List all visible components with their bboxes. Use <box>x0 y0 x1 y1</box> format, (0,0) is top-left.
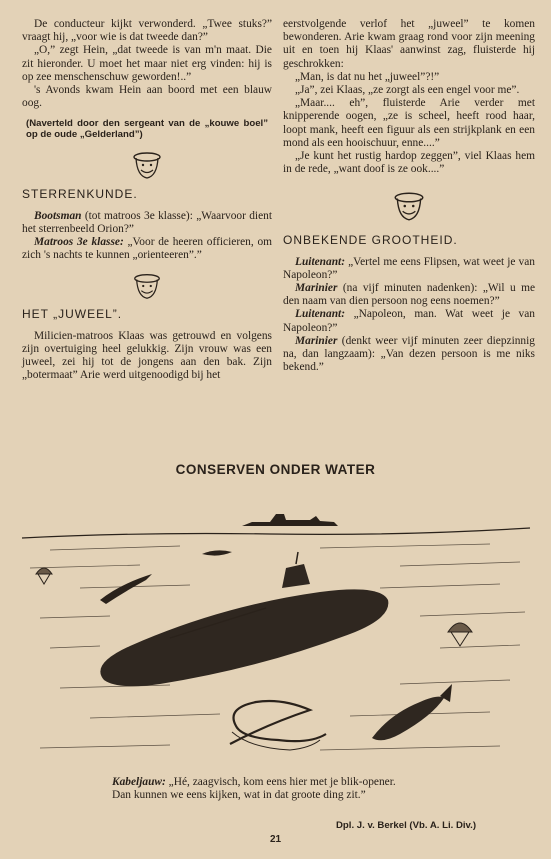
story-paragraph: „Maar.... eh”, fluisterde Arie verder met knipperende oogen, „ze is scheel, heeft rood haar, loopt mank, heeft een figuur als een strijkplank en een mond als een hooischuur, enne....” <box>283 97 535 149</box>
parachute-icon <box>36 568 52 584</box>
sailor-head-icon <box>391 188 427 224</box>
caption-speaker: Kabeljauw: <box>112 776 166 788</box>
section-title-sterrenkunde: STERRENKUNDE. <box>22 187 138 202</box>
story-paragraph: „Ja”, zei Klaas, „ze zorgt als een engel voor me”. <box>295 84 520 97</box>
source-note: (Naverteld door den sergeant van de „kouwe boel” op de oude „Gelderland”) <box>26 118 268 141</box>
section-title-onbekende-grootheid: ONBEKENDE GROOTHEID. <box>283 233 458 248</box>
artist-credit: Dpl. J. v. Berkel (Vb. A. Li. Div.) <box>336 820 477 831</box>
story-paragraph: Milicien-matroos Klaas was getrouwd en volgens zijn overtuiging heel gelukkig. Zijn vrouw was een juweel, zei hij tot de jongens aan den bak. Zijn „botermaat” Arie werd uitgenoodigd bij het <box>22 329 272 382</box>
dialogue-line: Luitenant: „Napoleon, man. Wat weet je van Napoleon?” <box>283 308 535 334</box>
submarine-cartoon-illustration <box>20 488 532 784</box>
submarine-drawing <box>100 552 388 686</box>
story-paragraph: eerstvolgende verlof het „juweel” te komen bewonderen. Arie kwam graag rond voor zijn meening uit en toen hij Klaas' aanwinst zag, fluisterde hij geschrokken: <box>283 18 535 70</box>
dialogue-line: Matroos 3e klasse: „Voor de heeren officieren, om zich 's nachts te kunnen „orienteeren”.” <box>22 236 273 262</box>
dialogue-line: Marinier (na vijf minuten nadenken): „Wil u me den naam van dien persoon nog eens noemen?” <box>283 282 535 308</box>
cartoon-caption <box>112 776 412 802</box>
caption-text: „Hé, zaagvisch, kom eens hier met je blik-opener. Dan kunnen we eens kijken, wat in dat groote ding zit.” <box>112 776 396 802</box>
intro-paragraph: „O,” zegt Hein, „dat tweede is van m'n maat. Die zit hieronder. U moet het maar niet erg vinden: hij is op zee menschenschuw geworden!..” <box>22 44 272 83</box>
intro-paragraph: De conducteur kijkt verwonderd. „Twee stuks?” vraagt hij, „voor wie is dat tweede dan?” <box>22 18 272 44</box>
dialogue-line: Marinier (denkt weer vijf minuten zeer diepzinnig na, dan langzaam): „Van dezen persoon is me niks bekend.” <box>283 334 535 374</box>
dialogue-line: Luitenant: „Vertel me eens Flipsen, wat weet je van Napoleon?” <box>283 255 535 281</box>
sailor-head-icon <box>130 148 164 182</box>
right-column <box>283 18 535 374</box>
story-paragraph: „Man, is dat nu het „juweel”?!” <box>295 70 440 83</box>
section-title-juweel: HET „JUWEEL”. <box>22 307 123 322</box>
story-paragraph: „Je kunt het rustig hardop zeggen”, viel Klaas hem in de rede, „want doof is ze ook....” <box>283 150 535 176</box>
page-number: 21 <box>269 834 282 845</box>
left-column <box>22 18 272 382</box>
sailor-head-icon <box>131 270 163 302</box>
dialogue-line: Bootsman (tot matroos 3e klasse): „Waarvoor dient het sterrenbeeld Orion?” <box>22 209 272 235</box>
intro-paragraph: 's Avonds kwam Hein aan boord met een blauw oog. <box>22 84 272 110</box>
cartoon-title: CONSERVEN ONDER WATER <box>175 462 376 477</box>
parachute-icon <box>448 623 472 646</box>
